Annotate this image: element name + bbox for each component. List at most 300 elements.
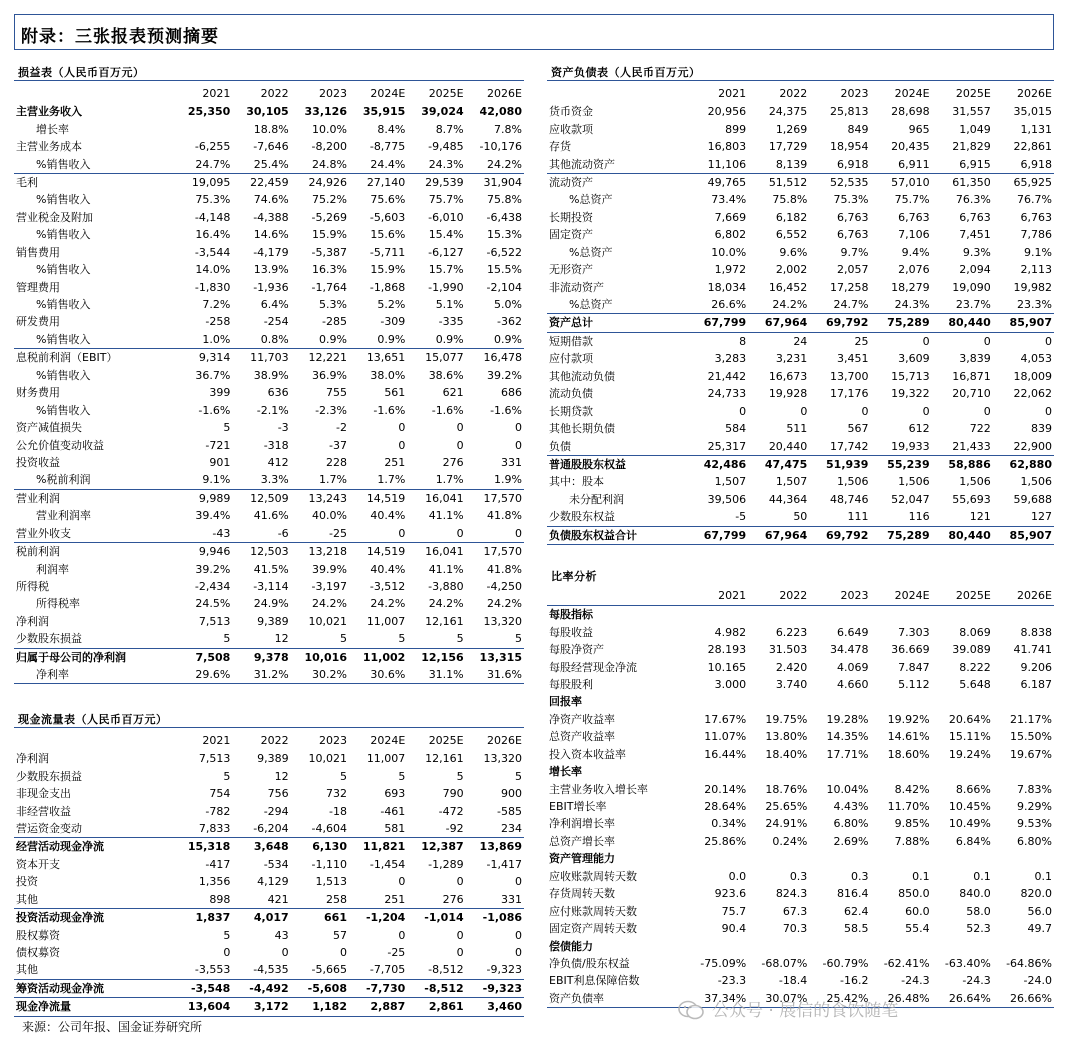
row-label: EBIT利息保障倍数: [549, 974, 640, 988]
row-label: 每股指标: [547, 606, 687, 624]
cell-value: 41.741: [1013, 643, 1052, 657]
cell-value: 636: [267, 386, 289, 400]
cell-value: 755: [325, 386, 347, 400]
cell-value: 58.0: [966, 904, 991, 918]
cell-value: [870, 937, 931, 954]
row-label: 存货周转天数: [549, 887, 615, 901]
cell-value: 52,047: [891, 492, 930, 506]
cell-value: 0.3: [850, 869, 869, 883]
row-label: 税前利润: [14, 542, 174, 560]
cell-value: 39.089: [952, 643, 991, 657]
cell-value: [870, 763, 931, 780]
cell-value: [809, 937, 870, 954]
cell-value: 19,933: [891, 439, 930, 453]
cell-value: 36.9%: [312, 368, 347, 382]
table-row: [547, 437, 1054, 455]
cell-value: 31,904: [466, 173, 524, 191]
row-label: 普通股股东权益: [547, 455, 687, 473]
cell-value: 13.9%: [253, 263, 289, 277]
cell-value: 0: [456, 928, 464, 942]
cell-value: [748, 606, 809, 624]
cell-value: 75,289: [870, 314, 931, 332]
cell-value: 41.8%: [487, 509, 522, 523]
source-note: 来源：公司年报、国金证券研究所: [22, 1020, 203, 1034]
row-label: 主营业务成本: [16, 140, 82, 154]
cell-value: 9.29%: [1017, 800, 1052, 814]
table-row: [14, 507, 524, 524]
cell-value: [748, 937, 809, 954]
cell-value: 31.2%: [232, 666, 290, 684]
cell-value: -8,775: [369, 140, 406, 154]
cell-value: [748, 763, 809, 780]
cell-value: -24.3: [901, 974, 930, 988]
cell-value: 67,799: [687, 526, 748, 544]
cell-value: 9,389: [257, 752, 289, 766]
cell-value: 12,161: [425, 614, 464, 628]
cell-value: 8,139: [775, 157, 808, 171]
cell-value: 5.1%: [435, 298, 464, 312]
table-row: [14, 802, 524, 819]
table-row: [14, 560, 524, 577]
row-label: %税前利润: [36, 473, 91, 487]
cell-value: 7.2%: [202, 298, 231, 312]
cell-value: 25.42%: [809, 990, 870, 1008]
cell-value: 3.000: [714, 677, 747, 691]
cell-value: 412: [267, 455, 289, 469]
cell-value: 24,926: [291, 173, 349, 191]
year-header: 2024E: [894, 588, 930, 602]
row-label: 其他流动资产: [549, 157, 615, 171]
row-label: 净利润: [16, 752, 49, 766]
cell-value: 39.2%: [487, 368, 522, 382]
cell-value: -3,553: [194, 963, 231, 977]
table-row: [547, 937, 1054, 954]
cell-value: 898: [209, 892, 231, 906]
cell-value: 19,982: [1013, 280, 1052, 294]
cell-value: 6.187: [1020, 677, 1052, 691]
cell-value: 24.3%: [428, 157, 464, 171]
cell-value: 11.70%: [887, 800, 930, 814]
cell-value: 49.7: [1027, 922, 1052, 936]
cell-value: 693: [384, 787, 406, 801]
cell-value: -4,179: [253, 245, 289, 259]
row-label: 非流动资产: [549, 280, 604, 294]
cell-value: 5: [515, 769, 522, 783]
cell-value: 3,648: [232, 838, 290, 856]
row-label: %销售收入: [36, 157, 91, 171]
cell-value: 816.4: [836, 887, 869, 901]
table-row: [14, 471, 524, 489]
row-label: 负债: [549, 439, 571, 453]
cell-value: [932, 763, 993, 780]
cell-value: 1,049: [959, 122, 991, 136]
cell-value: 25,350: [187, 105, 231, 119]
cell-value: 24.8%: [312, 157, 347, 171]
table-row: [14, 120, 524, 137]
cell-value: [687, 606, 748, 624]
cell-value: 6,915: [959, 157, 991, 171]
cell-value: 9.7%: [840, 245, 869, 259]
cell-value: 0: [922, 334, 930, 348]
cell-value: 0: [456, 438, 464, 452]
cell-value: 7,669: [714, 210, 747, 224]
table-row: [14, 578, 524, 595]
cell-value: 25.65%: [765, 800, 808, 814]
cell-value: [932, 606, 993, 624]
table-row: [14, 630, 524, 648]
cell-value: 0.9%: [377, 332, 406, 346]
cell-value: 9,989: [174, 489, 232, 507]
cell-value: 1,513: [315, 875, 347, 889]
row-label: 总资产收益率: [549, 730, 615, 744]
cell-value: [932, 937, 993, 954]
table-row: [14, 244, 524, 261]
cell-value: 41.1%: [428, 562, 464, 576]
cell-value: 9.4%: [901, 245, 930, 259]
cell-value: 965: [908, 122, 930, 136]
row-label: 资本开支: [16, 857, 60, 871]
cell-value: 0: [515, 875, 522, 889]
cell-value: 85,907: [993, 526, 1054, 544]
cell-value: 26.48%: [870, 990, 931, 1008]
cell-value: 6.649: [836, 625, 869, 639]
table-row: [14, 367, 524, 384]
cell-value: 4,017: [232, 908, 290, 926]
cell-value: 23.3%: [1017, 298, 1052, 312]
cell-value: 0: [456, 421, 464, 435]
cell-value: 25.4%: [253, 157, 289, 171]
table-row: [547, 833, 1054, 850]
cell-value: 20,435: [891, 140, 930, 154]
table-row: [547, 902, 1054, 919]
cell-value: 16,803: [707, 140, 747, 154]
wechat-icon: [678, 1000, 704, 1020]
cell-value: 4.660: [836, 677, 869, 691]
cell-value: 57,010: [870, 173, 931, 191]
cell-value: 3,172: [232, 998, 290, 1016]
cell-value: 24.2%: [487, 157, 522, 171]
row-label: 利润率: [36, 562, 69, 576]
cell-value: 1.0%: [202, 332, 231, 346]
cell-value: -5,603: [369, 210, 406, 224]
table-row: [14, 103, 524, 120]
cell-value: [687, 693, 748, 710]
cell-value: 16.4%: [195, 228, 231, 242]
cell-value: 30,105: [246, 105, 289, 119]
cell-value: -9,323: [486, 963, 522, 977]
cell-value: 21,433: [952, 439, 991, 453]
table-row: [547, 138, 1054, 155]
page-title-box: [14, 14, 1054, 50]
cell-value: 2.420: [775, 660, 808, 674]
row-label: 固定资产周转天数: [549, 922, 637, 936]
cell-value: -1,830: [194, 280, 231, 294]
cell-value: 62,880: [993, 455, 1054, 473]
cell-value: 13,700: [829, 369, 869, 383]
cell-value: 10,021: [308, 614, 347, 628]
cell-value: 19.92%: [887, 712, 930, 726]
cell-value: 722: [969, 422, 991, 436]
cell-value: -7,646: [253, 140, 289, 154]
cell-value: 10.04%: [826, 782, 869, 796]
cell-value: 17.71%: [826, 747, 869, 761]
cell-value: 41.1%: [428, 509, 464, 523]
cell-value: 5.0%: [494, 298, 522, 312]
cell-value: 52,535: [809, 173, 870, 191]
cell-value: 584: [725, 422, 747, 436]
cell-value: 15.4%: [428, 228, 464, 242]
table-row: [547, 641, 1054, 658]
cell-value: 75.8%: [487, 193, 522, 207]
cell-value: 732: [325, 787, 347, 801]
row-label: 应付款项: [549, 352, 593, 366]
cell-value: 17.67%: [704, 712, 747, 726]
row-label: 应付账款周转天数: [549, 904, 637, 918]
cell-value: 16.3%: [312, 263, 347, 277]
cell-value: 567: [847, 422, 869, 436]
cell-value: 0: [223, 946, 231, 960]
cell-value: 6,763: [836, 228, 869, 242]
table-row: [547, 244, 1054, 261]
cell-value: 12: [274, 769, 289, 783]
cell-value: -294: [263, 804, 289, 818]
row-label: 所得税: [16, 580, 49, 594]
header-row: [14, 83, 524, 103]
cell-value: [932, 693, 993, 710]
row-label: 偿债能力: [549, 939, 593, 953]
row-label: %销售收入: [36, 368, 91, 382]
cell-value: 24.9%: [253, 597, 289, 611]
cell-value: -16.2: [840, 974, 869, 988]
cell-value: 9,389: [257, 614, 289, 628]
cashflow-title: 现金流量表（人民币百万元）: [18, 713, 168, 726]
cell-value: 7.88%: [894, 834, 930, 848]
cell-value: -258: [205, 315, 231, 329]
cell-value: 12,221: [291, 349, 349, 367]
cell-value: 11,007: [366, 614, 406, 628]
row-label: 其他: [16, 892, 38, 906]
cell-value: 24,375: [768, 105, 808, 119]
table-row: [547, 885, 1054, 902]
cell-value: -75.09%: [700, 956, 747, 970]
cell-value: 58.5: [843, 922, 869, 936]
cell-value: 2,057: [836, 263, 869, 277]
cell-value: 24.2%: [772, 298, 808, 312]
row-label: 研发费用: [16, 315, 60, 329]
cell-value: 57: [332, 928, 347, 942]
year-header: 2022: [779, 588, 808, 602]
cell-value: 9.206: [1020, 660, 1052, 674]
cell-value: 4.069: [836, 660, 869, 674]
table-row: [547, 623, 1054, 640]
cell-value: 7.8%: [494, 122, 522, 136]
cell-value: 47,475: [748, 455, 809, 473]
table-row: [547, 368, 1054, 385]
cell-value: 55.4: [905, 922, 930, 936]
cell-value: 31.1%: [407, 666, 465, 684]
cell-value: 36.7%: [195, 368, 231, 382]
cell-value: -7,730: [349, 979, 407, 997]
cell-value: 75.3%: [195, 193, 231, 207]
row-label: 每股收益: [549, 625, 593, 639]
cell-value: 0: [339, 946, 347, 960]
cell-value: 5: [398, 769, 406, 783]
cell-value: 1.7%: [435, 473, 464, 487]
row-label: 资产总计: [547, 314, 687, 332]
cell-value: 41.5%: [253, 562, 289, 576]
cell-value: 26.6%: [711, 298, 747, 312]
row-label: 流动资产: [547, 173, 687, 191]
cell-value: 25: [854, 334, 869, 348]
cell-value: 901: [209, 455, 231, 469]
cell-value: 19,322: [891, 387, 930, 401]
cell-value: 0.9%: [494, 332, 522, 346]
cell-value: -417: [205, 857, 231, 871]
cell-value: 0: [456, 526, 464, 540]
cell-value: 51,939: [809, 455, 870, 473]
cell-value: 56.0: [1027, 904, 1052, 918]
cell-value: 276: [442, 455, 464, 469]
cell-value: [993, 693, 1054, 710]
income-statement-title: 损益表（人民币百万元）: [18, 66, 145, 79]
cell-value: -92: [445, 821, 464, 835]
cell-value: 49,765: [687, 173, 748, 191]
row-label: 每股经营现金净流: [549, 660, 637, 674]
year-header: 2026E: [487, 733, 522, 747]
cell-value: 16,871: [952, 369, 991, 383]
cell-value: 25,317: [707, 439, 747, 453]
year-header: 2026E: [487, 86, 522, 100]
cell-value: 0: [800, 404, 808, 418]
table-row: [14, 820, 524, 838]
cashflow-table: [14, 730, 524, 1017]
cell-value: 85,907: [993, 314, 1054, 332]
row-label: 资产负债率: [547, 990, 687, 1008]
cell-value: 0: [515, 946, 522, 960]
table-row: [547, 491, 1054, 508]
cell-value: 24.7%: [195, 157, 231, 171]
cell-value: 42,080: [479, 105, 522, 119]
cell-value: 16,452: [768, 280, 808, 294]
cell-value: 69,792: [809, 526, 870, 544]
cell-value: 0.1: [973, 869, 991, 883]
cell-value: -1,014: [407, 908, 465, 926]
cell-value: 10.45%: [948, 800, 991, 814]
cell-value: 18.40%: [765, 747, 808, 761]
cell-value: 1,506: [836, 475, 869, 489]
cell-value: [809, 850, 870, 867]
cell-value: 67,964: [748, 314, 809, 332]
table-row: [14, 226, 524, 243]
cell-value: 17,176: [829, 387, 869, 401]
cell-value: 13,243: [291, 489, 349, 507]
cell-value: 28,698: [891, 105, 930, 119]
table-row: [547, 763, 1054, 780]
cell-value: -6,010: [428, 210, 464, 224]
cell-value: -4,388: [253, 210, 289, 224]
table-row: [547, 473, 1054, 490]
row-label: 股权募资: [16, 928, 60, 942]
cell-value: -43: [212, 526, 231, 540]
row-label: 营业利润: [14, 489, 174, 507]
table-row: [547, 350, 1054, 367]
cell-value: 12: [274, 632, 289, 646]
table-row: [547, 868, 1054, 885]
row-label: 债权募资: [16, 946, 60, 960]
table-row: [14, 261, 524, 278]
table-row: [547, 173, 1054, 191]
cell-value: -362: [497, 315, 522, 329]
cell-value: -1,417: [486, 857, 522, 871]
row-label: 增长率: [549, 765, 582, 779]
cell-value: 1,837: [174, 908, 232, 926]
row-label: %销售收入: [36, 228, 91, 242]
cell-value: 1,972: [714, 263, 747, 277]
cell-value: 9.85%: [894, 817, 930, 831]
cell-value: [993, 606, 1054, 624]
cashflow-title-rule: [14, 727, 524, 728]
cell-value: -1.6%: [198, 403, 231, 417]
cell-value: 50: [793, 510, 808, 524]
cell-value: 9.3%: [962, 245, 991, 259]
cell-value: 39.9%: [312, 562, 347, 576]
row-label: 资产减值损失: [16, 421, 82, 435]
year-header: 2021: [718, 86, 747, 100]
row-label: 毛利: [14, 173, 174, 191]
cell-value: 0.0: [728, 869, 747, 883]
cell-value: 824.3: [775, 887, 808, 901]
cell-value: -10,176: [479, 140, 522, 154]
cell-value: 15,077: [407, 349, 465, 367]
cell-value: 0: [398, 875, 406, 889]
cell-value: 13,320: [483, 752, 522, 766]
cell-value: 19.75%: [765, 712, 808, 726]
cell-value: 67,964: [748, 526, 809, 544]
cell-value: 331: [501, 455, 522, 469]
table-row: [14, 891, 524, 909]
table-row: [14, 331, 524, 349]
row-label: 主营业务收入增长率: [549, 782, 648, 796]
cell-value: 15.9%: [370, 263, 406, 277]
cell-value: 5: [515, 632, 522, 646]
table-row: [14, 595, 524, 612]
cell-value: 3,231: [775, 352, 808, 366]
cell-value: 13.80%: [765, 730, 808, 744]
row-label: 财务费用: [16, 386, 60, 400]
cell-value: 15.5%: [487, 263, 522, 277]
cell-value: 24.2%: [370, 597, 406, 611]
cell-value: -64.86%: [1006, 956, 1052, 970]
table-row: [547, 815, 1054, 832]
cell-value: 0.3: [789, 869, 808, 883]
cell-value: 15.6%: [370, 228, 406, 242]
cell-value: 25,813: [829, 105, 869, 119]
cell-value: 0: [456, 946, 464, 960]
header-row: [547, 83, 1054, 103]
row-label: %总资产: [569, 245, 613, 259]
cell-value: 6.4%: [260, 298, 289, 312]
cell-value: 55,693: [952, 492, 991, 506]
cell-value: -24.0: [1023, 974, 1052, 988]
cell-value: 1,507: [775, 475, 808, 489]
row-label: %销售收入: [36, 263, 91, 277]
cell-value: 76.7%: [1017, 193, 1052, 207]
cell-value: 251: [384, 892, 406, 906]
cell-value: 228: [325, 455, 347, 469]
cell-value: -534: [263, 857, 289, 871]
ratio-analysis-table: [547, 585, 1054, 1008]
cell-value: 6,918: [1020, 157, 1052, 171]
